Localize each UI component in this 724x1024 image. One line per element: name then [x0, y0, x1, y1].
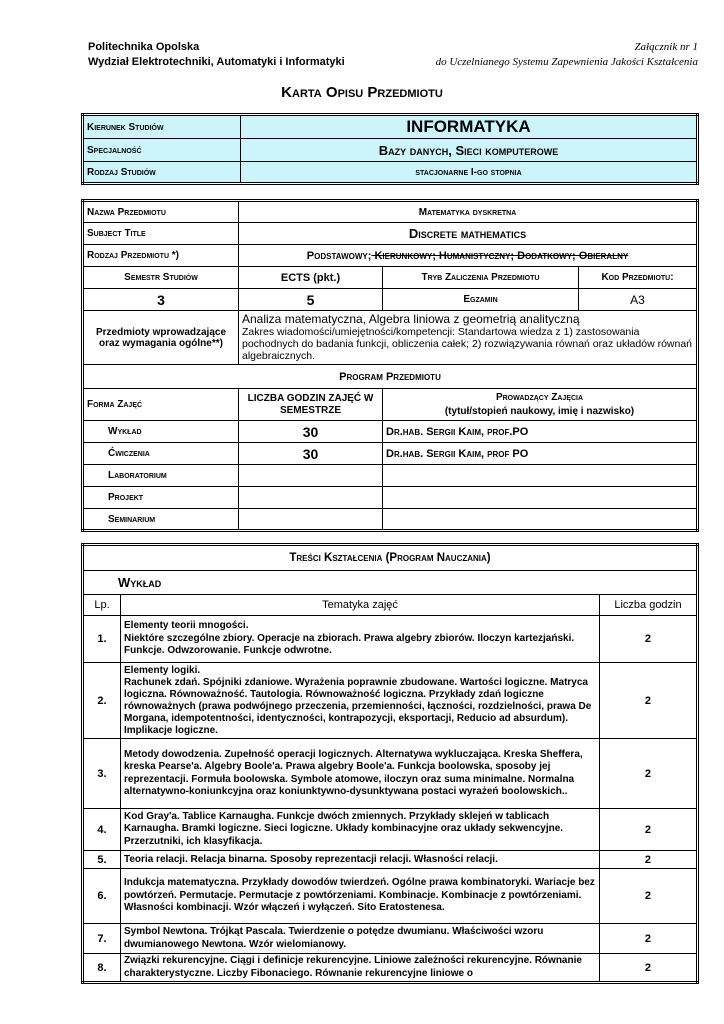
tryb-label: Tryb Zaliczenia Przedmiotu	[383, 267, 579, 289]
tresci-table	[81, 543, 699, 984]
prowadzacy-label: Prowadzący Zajęcia	[495, 391, 584, 403]
godziny-value	[239, 509, 383, 531]
forma-name: Seminarium	[83, 509, 239, 531]
godziny-value	[239, 487, 383, 509]
row-text: Teoria relacji. Relacja binarna. Sposoby reprezentacji relacji. Własności relacji.	[121, 851, 600, 869]
row-text: Elementy logiki. Rachunek zdań. Spójniki zdaniowe. Wyrażenia poprawnie zbudowane. Wartości logiczne. Matryca logiczna. Równoważność. Tautologia. Równoważność logiczna. Przykłady zdań logiczne równoważnych (prawa podwójnego przeczenia, przemienności, łączności, rozdzielności, prawa De Morgana, idempotentności, identyczności, kontrapozycji, eksportacji, Reducio ad absurdum). Implikacje logiczne.	[121, 663, 600, 739]
col-lp: Lp.	[83, 595, 121, 616]
forma-name: Wykład	[83, 421, 239, 443]
prowadzacy-value	[383, 465, 698, 487]
row-hours: 2	[599, 924, 697, 954]
university-name: Politechnika Opolska	[88, 41, 200, 53]
kierunek-value: INFORMATYKA	[241, 115, 698, 139]
prereq-line2: Zakres wiadomości/umiejętności/kompetencji: Standartowa wiedza z 1) zastosowania pochodnych do badania funkcji, obliczenia całek; 2) rozwiązywania równań oraz układów równań algebraicznych.	[242, 326, 693, 362]
row-text: Związki rekurencyjne. Ciągi i definicje rekurencyjne. Liniowe zależności rekurencyjne. Równanie charakterystyczne. Liczby Fibonaciego. Równanie rekurencyjne liniowe o	[121, 954, 600, 983]
row-lp: 1.	[83, 616, 121, 663]
program-row	[83, 465, 698, 487]
row-text: Symbol Newtona. Trójkąt Pascala. Twierdzenie o potędze dwumianu. Właściwości wzoru dwumianowego Newtona. Wzór wielomianowy.	[121, 924, 600, 954]
program-row	[83, 487, 698, 509]
rodzaj-studiow-value: stacjonarne I-go stopnia	[241, 162, 698, 184]
prowadzacy-sub: (tytuł/stopień naukowy, imię i nazwisko)	[444, 405, 635, 417]
program-heading: Program Przedmiotu	[83, 365, 698, 389]
semestr-label: Semestr Studiów	[83, 267, 239, 289]
row-lp: 8.	[83, 954, 121, 983]
table-row	[83, 869, 698, 924]
tresci-section: Wykład	[83, 571, 698, 595]
row-lp: 5.	[83, 851, 121, 869]
ects-label: ECTS (pkt.)	[239, 267, 383, 289]
forma-name: Ćwiczenia	[83, 443, 239, 465]
prowadzacy-value: Dr.hab. Sergii Kaim, prof.PO	[383, 421, 698, 443]
forma-name: Projekt	[83, 487, 239, 509]
annex-subtitle: do Uczelnianego Systemu Zapewnienia Jakości Kształcenia	[435, 56, 698, 68]
specjalnosc-label: Specjalność	[83, 139, 241, 162]
row-hours: 2	[599, 869, 697, 924]
nazwa-value: Matematyka dyskretna	[239, 201, 698, 223]
row-lp: 4.	[83, 809, 121, 851]
page-title: Karta Opisu Przedmiotu	[281, 84, 443, 101]
table-row	[83, 851, 698, 869]
program-row	[83, 509, 698, 531]
row-text: Indukcja matematyczna. Przykłady dowodów twierdzeń. Ogólne prawa kombinatoryki. Wariacje bez powtórzeń. Permutacje. Permutacje z powtórzeniami. Kombinacje. Kombinacje z powtórzeniami. Własności kombinacji. Wzór włączeń i wyłączeń. Sito Eratostenesa.	[121, 869, 600, 924]
nazwa-label: Nazwa Przedmiotu	[83, 201, 239, 223]
row-lp: 2.	[83, 663, 121, 739]
forma-name: Laboratorium	[83, 465, 239, 487]
subject-table	[81, 199, 699, 532]
subject-title-label: Subject Title	[83, 223, 239, 245]
prereq-line1: Analiza matematyczna, Algebra liniowa z geometrią analityczną	[242, 312, 580, 326]
row-text: Metody dowodzenia. Zupełność operacji logicznych. Alternatywa wykluczająca. Kreska Sheffera, kreska Pearse'a. Algebry Boole'a. Prawa algebry Boole'a. Funkcja boolowska, sposoby jej reprezentacji. Formuła boolowska. Symbole atomowe, iloczyn oraz suma minimalne. Normalna alternatywno-koniunkcyjna oraz koniunktywno-dysunktywana postaci wyrażeń boolowskich..	[121, 739, 600, 809]
col-tematyka: Tematyka zajęć	[121, 595, 600, 616]
forma-label: Forma Zajęć	[83, 389, 239, 421]
row-hours: 2	[599, 739, 697, 809]
row-lp: 7.	[83, 924, 121, 954]
rodzaj-studiow-label: Rodzaj Studiów	[83, 162, 241, 184]
annex-label: Załącznik nr 1	[634, 41, 698, 53]
table-row	[83, 663, 698, 739]
rodzaj-przedmiotu-label: Rodzaj Przedmiotu *)	[83, 245, 239, 267]
prereq-value	[239, 311, 698, 365]
study-table	[81, 113, 699, 185]
godziny-value: 30	[239, 421, 383, 443]
table-row	[83, 954, 698, 983]
kierunek-label: Kierunek Studiów	[83, 115, 241, 139]
kod-value: A3	[579, 289, 698, 311]
prowadzacy-value	[383, 487, 698, 509]
semestr-value: 3	[83, 289, 239, 311]
row-text: Kod Gray'a. Tablice Karnaugha. Funkcje dwóch zmiennych. Przykłady sklejeń w tablicach Karnaugha. Bramki logiczne. Sieci logiczne. Układy kombinacyjne oraz układy sekwencyjne. Przerzutniki, ich klasyfikacja.	[121, 809, 600, 851]
godziny-value: 30	[239, 443, 383, 465]
row-hours: 2	[599, 851, 697, 869]
kod-label: Kod Przedmiotu:	[579, 267, 698, 289]
prowadzacy-value: Dr.hab. Sergii Kaim, prof PO	[383, 443, 698, 465]
header-left	[88, 40, 345, 70]
row-lp: 3.	[83, 739, 121, 809]
row-hours: 2	[599, 616, 697, 663]
godziny-label: LICZBA GODZIN ZAJĘĆ W SEMESTRZE	[239, 389, 383, 421]
rodzaj-przedmiotu-value	[239, 245, 698, 267]
row-hours: 2	[599, 809, 697, 851]
col-godzin: Liczba godzin	[599, 595, 697, 616]
prereq-label: Przedmioty wprowadzające oraz wymagania ogólne**)	[83, 311, 239, 365]
row-hours: 2	[599, 663, 697, 739]
program-row	[83, 421, 698, 443]
table-row	[83, 739, 698, 809]
table-row	[83, 616, 698, 663]
godziny-value	[239, 465, 383, 487]
tresci-heading: Treści Kształcenia (Program Nauczania)	[83, 545, 698, 571]
ects-value: 5	[239, 289, 383, 311]
table-row	[83, 809, 698, 851]
faculty-name: Wydział Elektrotechniki, Automatyki i Informatyki	[88, 56, 345, 68]
rodzaj-struck: Kierunkowy; Humanistyczny; Dodatkowy; Obieralny	[371, 249, 629, 262]
prowadzacy-header	[383, 389, 698, 421]
specjalnosc-value: Bazy danych, Sieci komputerowe	[241, 139, 698, 162]
row-text: Elementy teorii mnogości. Niektóre szczególne zbiory. Operacje na zbiorach. Prawa algebry zbiorów. Iloczyn kartezjański. Funkcje. Odwzorowanie. Funkcje odwrotne.	[121, 616, 600, 663]
row-lp: 6.	[83, 869, 121, 924]
program-row	[83, 443, 698, 465]
row-hours: 2	[599, 954, 697, 983]
rodzaj-kept: Podstawowy;	[306, 249, 372, 262]
header-right	[436, 40, 698, 70]
subject-title-value: Discrete mathematics	[239, 223, 698, 245]
tryb-value: Egzamin	[383, 289, 579, 311]
table-row	[83, 924, 698, 954]
prowadzacy-value	[383, 509, 698, 531]
